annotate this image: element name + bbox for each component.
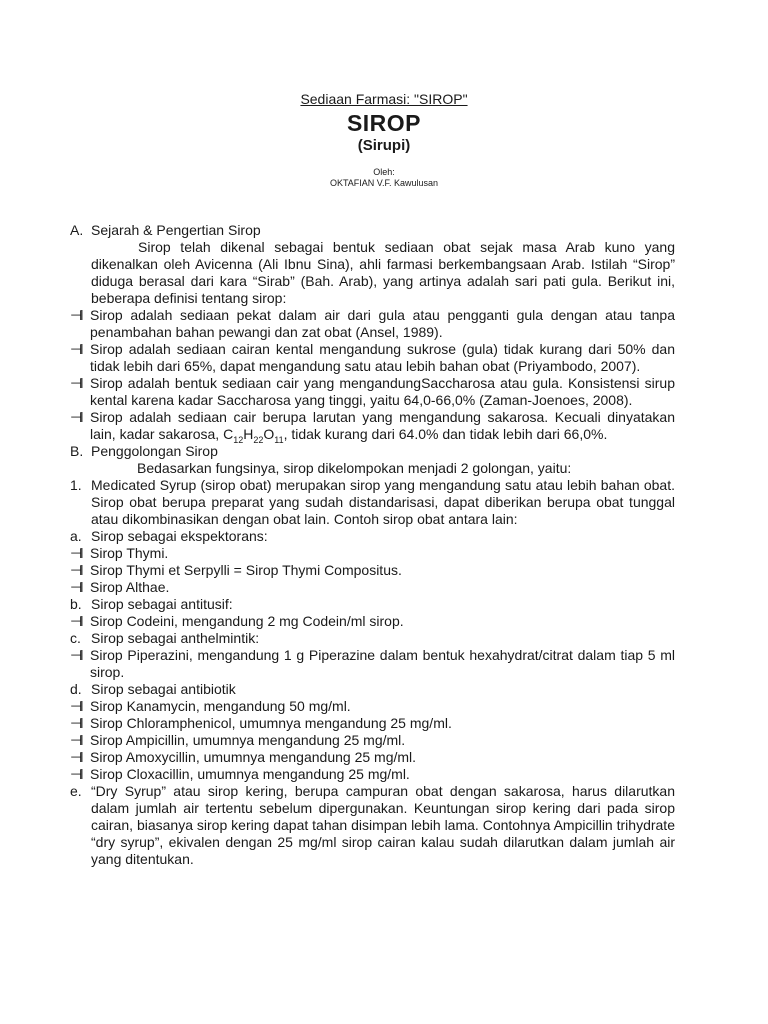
list-item-text: Sirop Kanamycin, mengandung 50 mg/ml. [90, 698, 351, 714]
definition-text: Sirop adalah sediaan cairan kental mengandung sukrose (gula) tidak kurang dari 50% dan tidak lebih dari 65%, dapat mengandung satu atau lebih bahan obat (Priyambodo, 2007). [90, 341, 675, 374]
bullet-icon: ⊣l [70, 749, 82, 765]
bullet-icon: ⊣l [70, 375, 82, 391]
list-item [70, 766, 675, 783]
sub-heading-text: Sirop sebagai antitusif: [91, 596, 233, 612]
def4-sub-c: 12 [233, 434, 244, 445]
letter-marker: c. [70, 630, 81, 646]
list-item [70, 613, 675, 630]
section-heading: Sejarah & Pengertian Sirop [91, 222, 261, 238]
letter-marker: a. [70, 528, 82, 544]
list-item [70, 647, 675, 681]
sub-heading-text: “Dry Syrup” atau sirop kering, berupa campuran obat dengan sakarosa, harus dilarutkan dalam jumlah air tertentu sebelum dipergunakan. Keuntungan sirop kering dari pada sirop cairan, biasanya sirop kering dapat tahan disimpan lebih lama. Contohnya Ampicillin trihydrate “dry syrup”, ekivalen dengan 25 mg/ml sirop cairan kalau sudah dilarutkan dalam jumlah air yang ditentukan. [91, 783, 675, 867]
list-item-text: Sirop Piperazini, mengandung 1 g Piperazine dalam bentuk hexahydrat/citrat dalam tiap 5 ml sirop. [90, 647, 675, 680]
list-item [70, 698, 675, 715]
sub-heading-a [70, 528, 675, 545]
list-item-text: Sirop Codeini, mengandung 2 mg Codein/ml sirop. [90, 613, 404, 629]
list-item [70, 579, 675, 596]
definition-item [70, 307, 675, 341]
document-title: SIROP [346, 110, 422, 136]
list-item [70, 545, 675, 562]
section-a-heading [70, 222, 675, 239]
bullet-icon: ⊣l [70, 715, 82, 731]
definition-text: Sirop adalah sediaan pekat dalam air dari gula atau pengganti gula dengan atau tanpa penambahan bahan pewangi dan zat obat (Ansel, 1989). [90, 307, 675, 340]
sub-heading-text: Sirop sebagai antibiotik [91, 681, 236, 697]
section-marker: A. [70, 222, 84, 238]
bullet-icon: ⊣l [70, 579, 82, 595]
letter-marker: b. [70, 596, 82, 612]
section-marker: B. [70, 443, 84, 459]
list-item [70, 562, 675, 579]
list-item [70, 732, 675, 749]
bullet-icon: ⊣l [70, 732, 82, 748]
bullet-icon: ⊣l [70, 613, 82, 629]
section-b-heading [70, 443, 675, 460]
list-item-text: Sirop Amoxycillin, umumnya mengandung 25 mg/ml. [90, 749, 417, 765]
list-item-text: Sirop Thymi. [90, 545, 169, 561]
list-item [70, 749, 675, 766]
def4-sub-h: 22 [253, 434, 264, 445]
document-latin-title: (Sirupi) [357, 137, 411, 154]
bullet-icon: ⊣l [70, 307, 82, 323]
bullet-icon: ⊣l [70, 341, 82, 357]
document-header [0, 91, 768, 189]
author-name: OKTAFIAN V.F. Kawulusan [329, 178, 439, 188]
list-item-text: Sirop Cloxacillin, umumnya mengandung 25 mg/ml. [90, 766, 410, 782]
def4-h: H [243, 426, 254, 442]
list-item-text: Sirop Thymi et Serpylli = Sirop Thymi Compositus. [90, 562, 402, 578]
definition-text: Sirop adalah bentuk sediaan cair yang mengandungSaccharosa atau gula. Konsistensi sirup kental karena kadar Saccharosa yang tinggi, yaitu 64,0-66,0% (Zaman-Joenoes, 2008). [90, 375, 675, 408]
list-item-text: Sirop Ampicillin, umumnya mengandung 25 mg/ml. [90, 732, 406, 748]
bullet-icon: ⊣l [70, 545, 82, 561]
definition-item [70, 375, 675, 409]
letter-marker: d. [70, 681, 82, 697]
document-subtitle: Sediaan Farmasi: "SIROP" [300, 91, 468, 107]
bullet-icon: ⊣l [70, 766, 82, 782]
sub-heading-d [70, 681, 675, 698]
def4-sub-o: 11 [274, 434, 284, 445]
def4-after: , tidak kurang dari 64.0% dan tidak lebih dari 66,0%. [283, 426, 608, 442]
def4-before: Sirop adalah sediaan cair berupa larutan yang mengandung sakarosa. Kecuali dinyatakan lain, kadar sakarosa, C [90, 409, 675, 442]
bullet-icon: ⊣l [70, 647, 82, 663]
document-body [70, 222, 675, 868]
section-b-intro: Bedasarkan fungsinya, sirop dikelompokan menjadi 2 golongan, yaitu: [137, 460, 572, 476]
sub-heading-b [70, 596, 675, 613]
definition-text [90, 409, 675, 443]
bullet-icon: ⊣l [70, 698, 82, 714]
numbered-item-text: Medicated Syrup (sirop obat) merupakan sirop yang mengandung satu atau lebih bahan obat. Sirop obat berupa preparat yang sudah distandarisasi, dapat diberikan berupa obat tunggal atau dikombinasikan dengan obat lain. Contoh sirop obat antara lain: [91, 477, 675, 527]
sub-heading-e [70, 783, 675, 868]
def4-o: O [263, 426, 275, 442]
section-heading: Penggolongan Sirop [91, 443, 218, 459]
bullet-icon: ⊣l [70, 562, 82, 578]
list-item-text: Sirop Chloramphenicol, umumnya mengandung 25 mg/ml. [90, 715, 452, 731]
definition-item [70, 341, 675, 375]
author-label: Oleh: [373, 167, 395, 177]
sub-heading-c [70, 630, 675, 647]
letter-marker: e. [70, 783, 82, 799]
bullet-icon: ⊣l [70, 409, 82, 425]
number-marker: 1. [70, 477, 82, 493]
sub-heading-text: Sirop sebagai ekspektorans: [91, 528, 268, 544]
section-a-intro: Sirop telah dikenal sebagai bentuk sediaan obat sejak masa Arab kuno yang dikenalkan oleh Avicenna (Ali Ibnu Sina), ahli farmasi berkembangsaan Arab. Istilah “Sirop” diduga berasal dari kara “Sirab” (Bah. Arab), yang artinya adalah sari pati gula. Berikut ini, beberapa definisi tentang sirop: [91, 239, 675, 306]
sub-heading-text: Sirop sebagai anthelmintik: [91, 630, 260, 646]
list-item [70, 715, 675, 732]
list-item-text: Sirop Althae. [90, 579, 170, 595]
numbered-item [70, 477, 675, 528]
definition-item [70, 409, 675, 443]
